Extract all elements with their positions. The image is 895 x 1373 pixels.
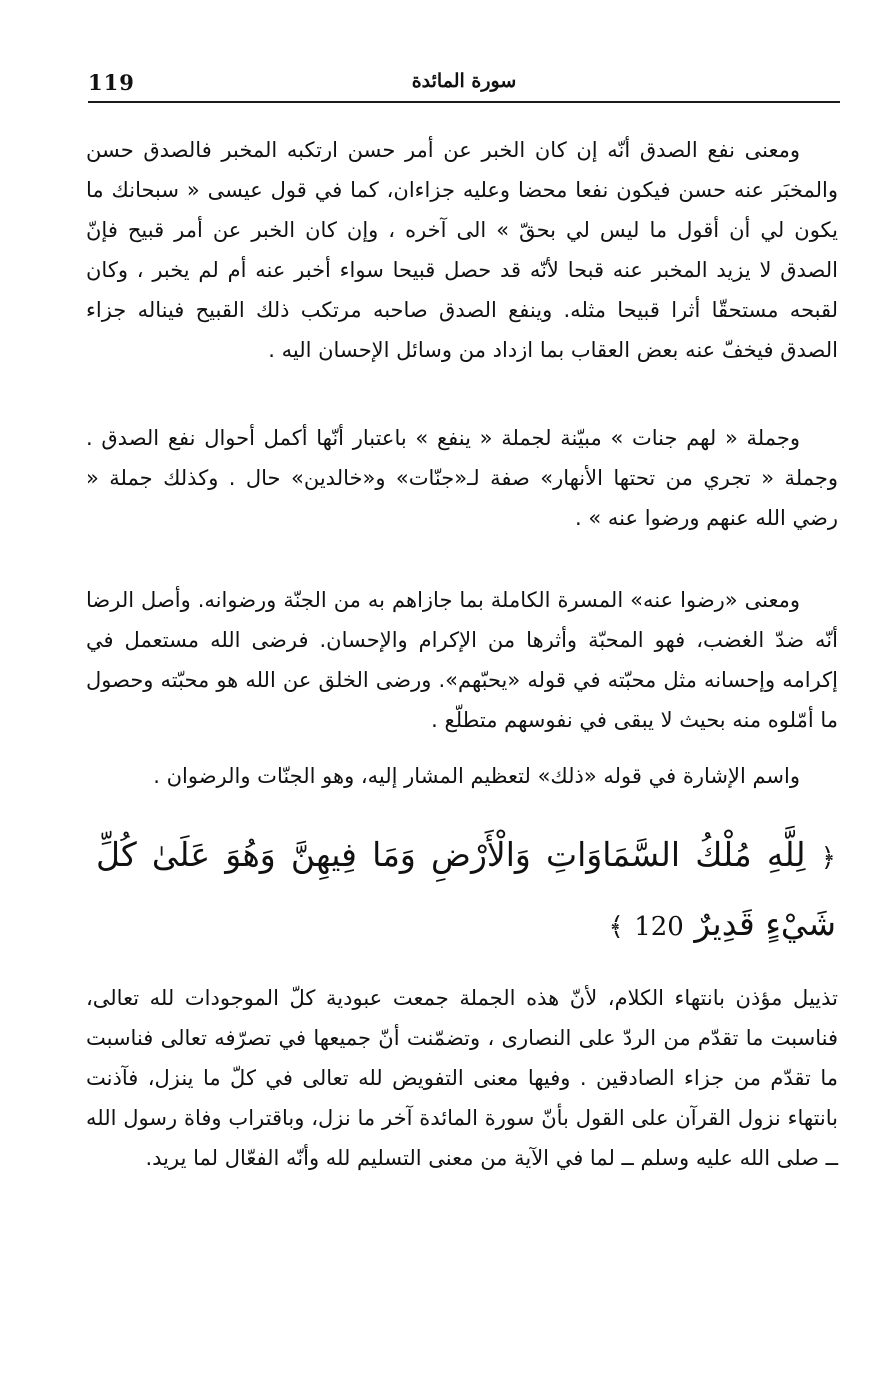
quran-verse: [96, 822, 836, 960]
page-header: [88, 68, 840, 102]
paragraph-demonstrative: واسم الإشارة في قوله «ذلك» لتعظيم المشار إليه، وهو الجنّات والرضوان .: [153, 764, 800, 788]
page-number: 119: [88, 70, 135, 95]
paragraph-meaning-of-pleasure: ومعنى «رضوا عنه» المسرة الكاملة بما جازاهم به من الجنّة ورضوانه. وأصل الرضا أنّه ضدّ الغضب، فهو المحبّة وأثرها من الإكرام والإحسان. فرضى الله مستعمل في إكرامه وإحسانه مثل محبّته في قوله «يحبّهم». ورضى الخلق عن الله هو محبّته وحصول ما أمّلوه منه بحيث لا يبقى في نفوسهم متطلّع .: [86, 588, 838, 732]
paragraph-verse-commentary: تذييل مؤذن بانتهاء الكلام، لأنّ هذه الجملة جمعت عبودية كلّ الموجودات لله تعالى، فناسبت ما تقدّم من الردّ على النصارى ، وتضمّنت أنّ جميعها في تصرّفه تعالى فناسبت ما تقدّم من جزاء الصادقين . وفيها معنى التفويض لله تعالى في كلّ ما ينزل، فآذنت بانتهاء نزول القرآن على القول بأنّ سورة المائدة آخر ما نزل، وباقتراب وفاة رسول الله ــ صلى الله عليه وسلم ــ لما في الآية من معنى التسليم لله وأنّه الفعّال لما يريد.: [86, 986, 838, 1170]
verse-text: لِلَّهِ مُلْكُ السَّمَاوَاتِ وَالْأَرْضِ وَمَا فِيهِنَّ وَهُوَ عَلَىٰ كُلِّ شَيْءٍ قَدِيرٌ: [96, 835, 836, 943]
verse-close-bracket: ﴾: [608, 912, 624, 942]
running-title: سورة المائدة: [411, 70, 517, 92]
verse-open-bracket: ﴿: [820, 843, 836, 873]
header-divider: [88, 101, 840, 103]
paragraph-gardens-clause: وجملة « لهم جنات » مبيّنة لجملة « ينفع » باعتبار أنّها أكمل أحوال نفع الصدق . وجملة « تجري من تحتها الأنهار» صفة لـ«جنّات» و«خالدين» حال . وكذلك جملة « رضي الله عنهم ورضوا عنه » .: [86, 426, 838, 530]
verse-number: 120: [634, 912, 684, 942]
paragraph-truthfulness-benefit: ومعنى نفع الصدق أنّه إن كان الخبر عن أمر حسن ارتكبه المخبر فالصدق حسن والمخبَر عنه حسن فيكون نفعا محضا وعليه جزاءان، كما في قول عيسى « سبحانك ما يكون لي أن أقول ما ليس لي بحقّ » الى آخره ، وإن كان الخبر عن أمر قبيح فإنّ الصدق لا يزيد المخبر عنه قبحا لأنّه قد حصل قبيحا سواء أخبر عنه أم لم يخبر ، وكان لقبحه مستحقّا أثرا قبيحا مثله. وينفع الصدق صاحبه مرتكب ذلك القبيح فيناله جزاء الصدق فيخفّ عنه بعض العقاب بما ازداد من وسائل الإحسان اليه .: [86, 138, 838, 362]
